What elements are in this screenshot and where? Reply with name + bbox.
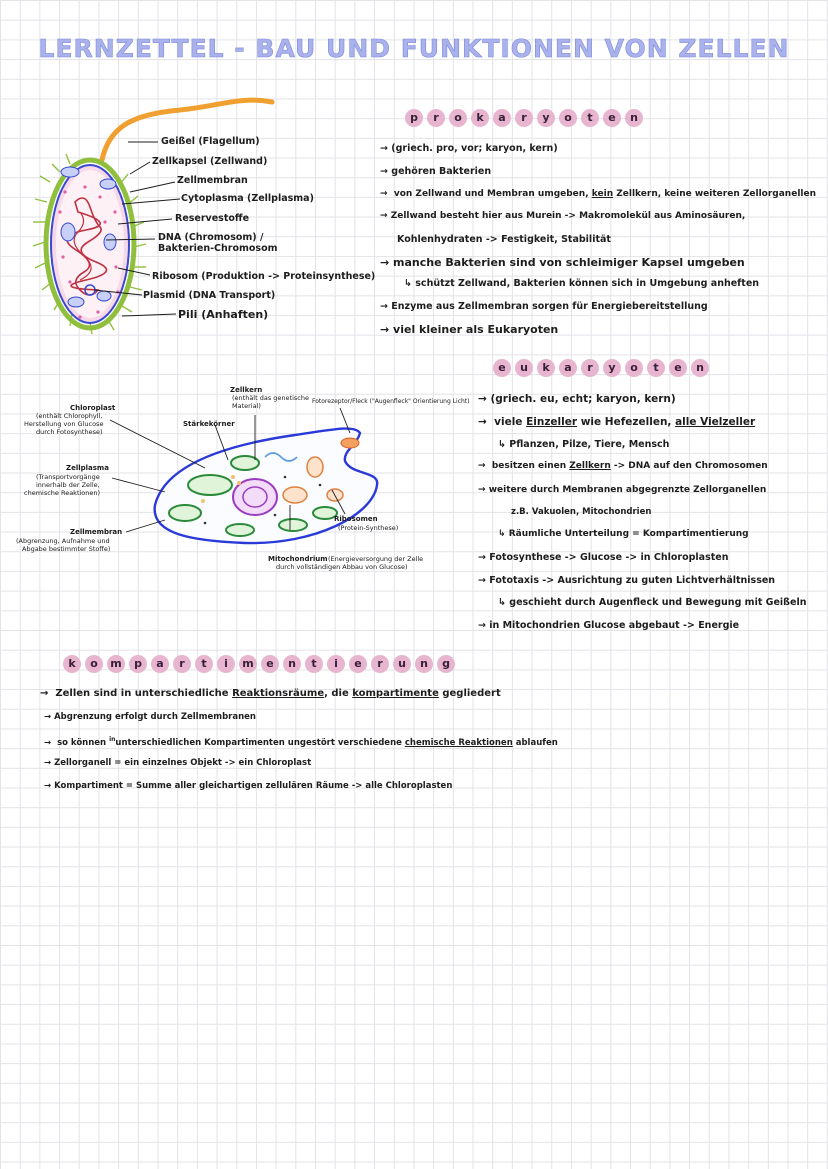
label-zellmembran: Zellmembran (177, 175, 248, 186)
label-pili: Pili (Anhaften) (178, 308, 269, 321)
komp-note-1e: gegliedert (442, 688, 501, 699)
label-chloroplast-note-3: durch Fotosynthese) (36, 428, 103, 436)
label-zellplasma: Zellplasma (66, 464, 109, 472)
label-zellkapsel: Zellkapsel (Zellwand) (152, 156, 268, 167)
kompartimentierung-heading-letter: u (393, 655, 411, 673)
eukaryoten-heading-letter: y (603, 359, 621, 377)
label-ribosomen-note: (Protein-Synthese) (338, 524, 399, 532)
heading-prokaryoten (405, 109, 643, 127)
euk-note-11: → in Mitochondrien Glucose abgebaut -> Energie (478, 620, 739, 631)
label-reservestoffe: Reservestoffe (175, 213, 250, 224)
label-zellkern-note-2: Material) (232, 402, 261, 410)
komp-note-3c: unterschiedlichen Kompartimenten ungestört verschiedene (115, 737, 402, 748)
label-mitochondrium: Mitochondrium (268, 555, 328, 563)
euk-note-6: z.B. Vakuolen, Mitochondrien (511, 507, 652, 517)
euk-note-8: → Fotosynthese -> Glucose -> in Chloroplasten (478, 552, 728, 563)
label-zellplasma-note-2: innerhalb der Zelle, (36, 481, 100, 489)
eukaryoten-heading-letter: r (581, 359, 599, 377)
komp-note-1 (40, 688, 501, 699)
prokaryoten-heading-letter: o (559, 109, 577, 127)
euk-note-2 (478, 416, 755, 428)
prokaryoten-heading-letter: a (493, 109, 511, 127)
komp-note-4: → Zellorganell = ein einzelnes Objekt -> ein Chloroplast (44, 758, 311, 768)
kompartimentierung-heading-letter: m (107, 655, 125, 673)
euk-note-2b: Einzeller (526, 416, 578, 428)
eukaryoten-heading-letter: t (647, 359, 665, 377)
euk-note-4a: besitzen einen (491, 461, 567, 471)
prok-note-4: → Zellwand besteht hier aus Murein -> Makromolekül aus Aminosäuren, (380, 211, 745, 221)
label-ribosomen: Ribosomen (334, 515, 378, 523)
euk-note-9: → Fototaxis -> Ausrichtung zu guten Lichtverhältnissen (478, 575, 775, 586)
page-title: LERNZETTEL - BAU UND FUNKTIONEN VON ZELLEN (38, 34, 790, 63)
label-eu-zellmembran: Zellmembran (70, 528, 123, 536)
prokaryoten-heading-letter: e (603, 109, 621, 127)
eukaryoten-heading-letter: o (625, 359, 643, 377)
label-plasmid: Plasmid (DNA Transport) (143, 290, 276, 301)
label-cytoplasma: Cytoplasma (Zellplasma) (181, 193, 314, 204)
euk-note-7: ↳ Räumliche Unterteilung = Kompartimentierung (498, 529, 749, 539)
eukaryoten-heading-letter: a (559, 359, 577, 377)
kompartimentierung-heading-letter: n (283, 655, 301, 673)
komp-note-3 (44, 736, 558, 748)
eukaryoten-heading-letter: e (493, 359, 511, 377)
komp-note-3a: so können (57, 737, 107, 748)
prokaryoten-heading-letter: r (515, 109, 533, 127)
label-dna-2: Bakterien-Chromosom (158, 243, 278, 254)
kompartimentierung-heading-letter: r (371, 655, 389, 673)
prok-note-2: → gehören Bakterien (380, 166, 491, 177)
label-staerkekoerner: Stärkekörner (183, 420, 235, 428)
prok-note-3c: Zellkern, keine weiteren Zellorganellen (616, 189, 816, 199)
eukaryoten-heading-letter: u (515, 359, 533, 377)
prok-note-3 (380, 189, 816, 199)
komp-note-5: → Kompartiment = Summe aller gleichartigen zellulären Räume -> alle Chloroplasten (44, 781, 452, 791)
prok-note-7: ↳ schützt Zellwand, Bakterien können sich in Umgebung anheften (404, 278, 759, 289)
label-eu-zellmembran-note-2: Abgabe bestimmter Stoffe) (22, 545, 111, 553)
komp-note-3b: in (109, 736, 116, 743)
euk-note-10: ↳ geschieht durch Augenfleck und Bewegung mit Geißeln (498, 597, 806, 608)
label-chloroplast-note-2: Herstellung von Glucose (24, 420, 104, 428)
kompartimentierung-heading-letter: a (151, 655, 169, 673)
flagellum-icon (102, 100, 272, 160)
kompartimentierung-heading-letter: e (261, 655, 279, 673)
prok-note-8: → Enzyme aus Zellmembran sorgen für Energiebereitstellung (380, 301, 708, 312)
heading-eukaryoten (493, 359, 709, 377)
kompartimentierung-heading-letter: i (327, 655, 345, 673)
komp-note-3e: ablaufen (515, 737, 558, 748)
label-zellkern: Zellkern (230, 386, 263, 394)
komp-note-3d: chemische Reaktionen (404, 737, 513, 748)
kompartimentierung-heading-letter: t (195, 655, 213, 673)
prok-note-1: → (griech. pro, vor; karyon, kern) (380, 143, 558, 154)
kompartimentierung-heading-letter: p (129, 655, 147, 673)
kompartimentierung-heading-letter: i (217, 655, 235, 673)
euk-note-2d: alle Vielzeller (675, 416, 756, 428)
kompartimentierung-heading-letter: t (305, 655, 323, 673)
prok-note-9: → viel kleiner als Eukaryoten (380, 323, 558, 336)
euk-note-4 (478, 461, 768, 471)
kompartimentierung-heading-letter: m (239, 655, 257, 673)
euk-note-4b: Zellkern (569, 461, 611, 471)
label-mitochondrium-note-2: durch vollständigen Abbau von Glucose) (276, 563, 408, 571)
euk-note-5: → weitere durch Membranen abgegrenzte Zellorganellen (478, 485, 766, 495)
eukaryoten-heading-letter: n (691, 359, 709, 377)
euk-note-2c: wie Hefezellen, (580, 416, 672, 428)
prokaryoten-heading-letter: y (537, 109, 555, 127)
kompartimentierung-heading-letter: n (415, 655, 433, 673)
prok-note-3a: von Zellwand und Membran umgeben, (393, 189, 589, 199)
komp-note-2: → Abgrenzung erfolgt durch Zellmembranen (44, 712, 256, 722)
eukaryoten-heading-letter: e (669, 359, 687, 377)
euk-note-2a: viele (494, 416, 523, 428)
komp-note-1a: Zellen sind in unterschiedliche (55, 688, 229, 699)
prok-note-3b: kein (591, 189, 614, 199)
euk-note-1: → (griech. eu, echt; karyon, kern) (478, 393, 676, 405)
label-fotorezeptor: Fotorezeptor/Fleck ("Augenfleck" Orientierung Licht) (312, 398, 470, 405)
kompartimentierung-heading-letter: o (85, 655, 103, 673)
euk-note-3: ↳ Pflanzen, Pilze, Tiere, Mensch (498, 439, 669, 450)
komp-note-1d: kompartimente (352, 688, 439, 699)
label-eu-zellmembran-note-1: (Abgrenzung, Aufnahme und (16, 537, 110, 545)
label-zellplasma-note-3: chemische Reaktionen) (24, 489, 101, 497)
prokaryoten-heading-letter: r (427, 109, 445, 127)
prokaryoten-heading-letter: p (405, 109, 423, 127)
label-ribosom: Ribosom (Produktion -> Proteinsynthese) (152, 271, 376, 282)
label-zellplasma-note-1: (Transportvorgänge (36, 473, 100, 481)
komp-note-1c: , die (324, 688, 349, 699)
label-flagellum: Geißel (Flagellum) (161, 136, 260, 147)
eukaryoten-heading-letter: k (537, 359, 555, 377)
komp-note-1b: Reaktionsräume (232, 688, 325, 699)
euk-note-4c: -> DNA auf den Chromosomen (613, 461, 768, 471)
kompartimentierung-heading-letter: e (349, 655, 367, 673)
prokaryoten-heading-letter: n (625, 109, 643, 127)
prokaryoten-heading-letter: k (471, 109, 489, 127)
kompartimentierung-heading-letter: g (437, 655, 455, 673)
heading-kompartimentierung (63, 655, 455, 673)
prok-note-5: Kohlenhydraten -> Festigkeit, Stabilität (397, 234, 611, 245)
label-mitochondrium-note-1: (Energieversorgung der Zelle (328, 555, 424, 563)
prok-note-6: → manche Bakterien sind von schleimiger Kapsel umgeben (380, 256, 745, 269)
prokaryoten-heading-letter: t (581, 109, 599, 127)
label-chloroplast: Chloroplast (70, 404, 116, 412)
prokaryoten-heading-letter: o (449, 109, 467, 127)
kompartimentierung-heading-letter: k (63, 655, 81, 673)
label-dna-1: DNA (Chromosom) / (158, 232, 264, 243)
kompartimentierung-heading-letter: r (173, 655, 191, 673)
label-zellkern-note-1: (enthält das genetische (232, 394, 309, 402)
label-chloroplast-note-1: (enthält Chlorophyll, (36, 412, 103, 420)
